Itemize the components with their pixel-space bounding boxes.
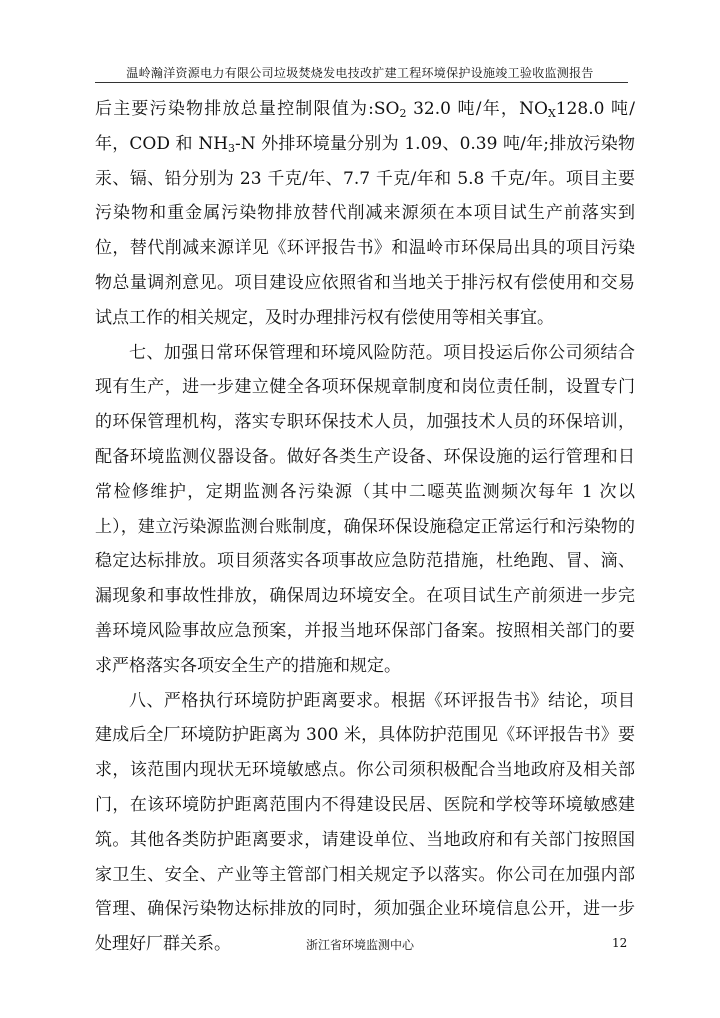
text-run: 128.0 吨/年，COD 和 NH [95,99,635,154]
document-body [95,92,635,962]
page-header: 温岭瀚洋资源电力有限公司垃圾焚烧发电技改扩建工程环境保护设施竣工验收监测报告 [126,66,594,80]
paragraph-section-seven: 七、加强日常环保管理和环境风险防范。项目投运后你公司须结合现有生产，进一步建立健全各项环保规章制度和岗位责任制，设置专门的环保管理机构，落实专职环保技术人员，加强技术人员的环保培训，配备环境监测仪器设备。做好各类生产设备、环保设施的运行管理和日常检修维护，定期监测各污染源（其中二噁英监测频次每年 1 次以上），建立污染源监测台账制度，确保环保设施稳定正常运行和污染物的稳定达标排放。项目须落实各项事故应急防范措施，杜绝跑、冒、滴、漏现象和事故性排放，确保周边环境安全。在项目试生产前须进一步完善环境风险事故应急预案，并报当地环保部门备案。按照相关部门的要求严格落实各项安全生产的措施和规定。 [95,342,635,676]
page-number: 12 [612,936,628,950]
paragraph-emission-limits [95,92,635,336]
subscript: 2 [399,107,407,120]
footer-organization: 浙江省环境监测中心 [305,938,414,952]
subscript: X [547,107,556,120]
subscript: 3 [228,141,236,155]
text-run: -N 外排环境量分别为 1.09、0.39 吨/年;排放污染物汞、镉、铅分别为 23 千克/年、7.7 千克/年和 5.8 千克/年。项目主要污染物和重金属污染物排放替代削减来源须在本项目试生产前落实到位，替代削减来源详见《环评报告书》和温岭市环保局出具的项目污染物总量调剂意见。项目建设应依照省和当地关于排污权有偿使用和交易试点工作的相关规定，及时办理排污权有偿使用等相关事宜。 [95,133,635,328]
text-run: 32.0 吨/年，NO [406,99,548,119]
text-run: 后主要污染物排放总量控制限值为:SO [95,99,400,119]
paragraph-section-eight: 八、严格执行环境防护距离要求。根据《环评报告书》结论，项目建成后全厂环境防护距离为 300 米，具体防护范围见《环评报告书》要求，该范围内现状无环境敏感点。你公司须积极配合当地政府及相关部门，在该环境防护距离范围内不得建设民居、医院和学校等环境敏感建筑。其他各类防护距离要求，请建设单位、当地政府和有关部门按照国家卫生、安全、产业等主管部门相关规定予以落实。你公司在加强内部管理、确保污染物达标排放的同时，须加强企业环境信息公开，进一步处理好厂群关系。 [95,690,635,955]
header-divider [95,82,628,83]
